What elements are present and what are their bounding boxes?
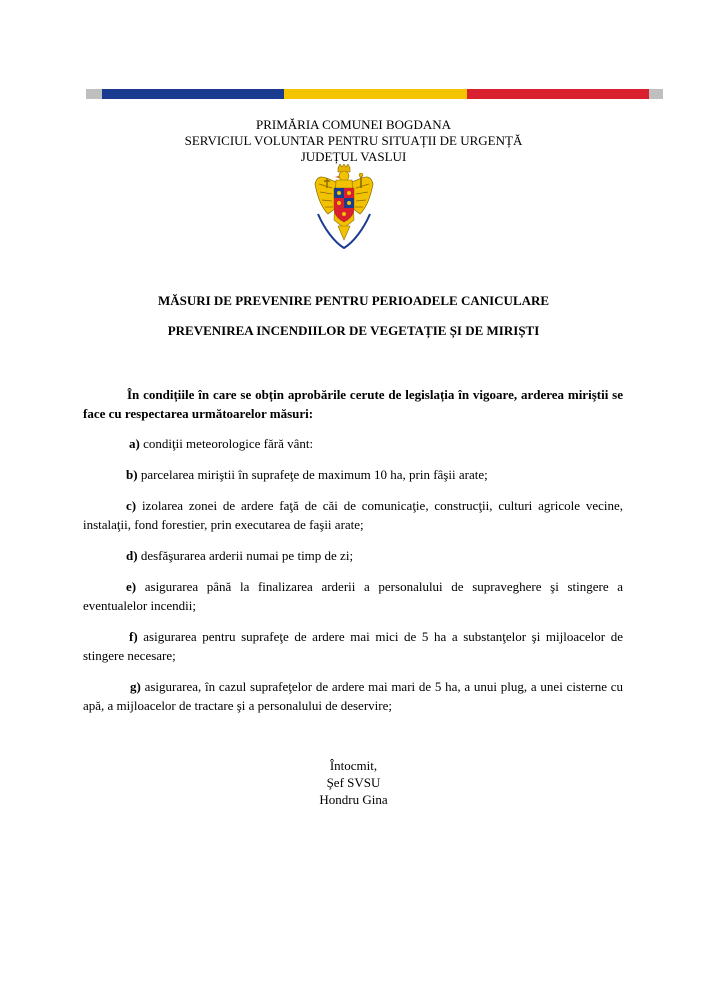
measure-label: e): [126, 579, 137, 594]
document-title: MĂSURI DE PREVENIRE PENTRU PERIOADELE CANICULARE: [157, 293, 550, 308]
signature-name: Hondru Gina: [319, 792, 388, 807]
measure-text: desfăşurarea arderii numai pe timp de zi;: [137, 548, 354, 563]
flag-gray-right: [649, 89, 663, 99]
document-subtitle: PREVENIREA INCENDIILOR DE VEGETAȚIE ȘI DE MIRIȘTI: [167, 323, 540, 338]
measure-item-e: [83, 577, 623, 615]
measure-item-c: [83, 496, 623, 534]
flag-yellow-stripe: [284, 89, 467, 99]
measure-text: condiţii meteorologice fără vânt:: [139, 436, 314, 451]
measure-item-b: [83, 465, 623, 484]
signature-block: [0, 757, 707, 808]
measure-text: parcelarea miriştii în suprafeţe de maximum 10 ha, prin fâşii arate;: [137, 467, 488, 482]
measure-item-g: [83, 677, 623, 715]
measure-label: b): [126, 467, 138, 482]
measure-label: g): [130, 679, 141, 694]
measure-text: asigurarea până la finalizarea arderii a personalului de supraveghere şi stingere a eventualelor incendii;: [83, 579, 623, 613]
header-city-hall: PRIMĂRIA COMUNEI BOGDANA: [255, 117, 451, 132]
measure-item-a: [83, 434, 623, 453]
signature-role: Şef SVSU: [326, 775, 381, 790]
measure-text: izolarea zonei de ardere faţă de căi de comunicaţie, construcţii, culturi agricole vecine, instalaţii, fond forestier, prin executarea de faşii arate;: [83, 498, 623, 532]
measure-label: f): [129, 629, 138, 644]
measure-text: asigurarea, în cazul suprafeţelor de ardere mai mari de 5 ha, a unui plug, a unei cisterne cu apă, a mijloacelor de tractare şi a personalului de deservire;: [83, 679, 623, 713]
signature-prepared-by: Întocmit,: [329, 758, 378, 773]
measure-item-f: [83, 627, 623, 665]
measure-item-d: [83, 546, 623, 565]
measure-label: d): [126, 548, 138, 563]
header-service: SERVICIUL VOLUNTAR PENTRU SITUAȚII DE URGENȚĂ: [184, 133, 523, 148]
romanian-coat-of-arms-icon: [314, 164, 374, 250]
document-header: [0, 117, 707, 165]
flag-blue-stripe: [102, 89, 284, 99]
measure-label: a): [129, 436, 140, 451]
flag-red-stripe: [467, 89, 649, 99]
intro-paragraph: În condițiile în care se obțin aprobările cerute de legislația în vigoare, arderea miriştii se face cu respectarea următoarelor măsuri:: [83, 387, 623, 421]
measure-text: asigurarea pentru suprafeţe de ardere mai mici de 5 ha a substanţelor şi mijloacelor de stingere necesare;: [83, 629, 623, 663]
header-county: JUDEȚUL VASLUI: [300, 149, 407, 164]
tricolor-header-bar: [86, 89, 663, 99]
measure-label: c): [126, 498, 137, 513]
flag-gray-left: [86, 89, 102, 99]
